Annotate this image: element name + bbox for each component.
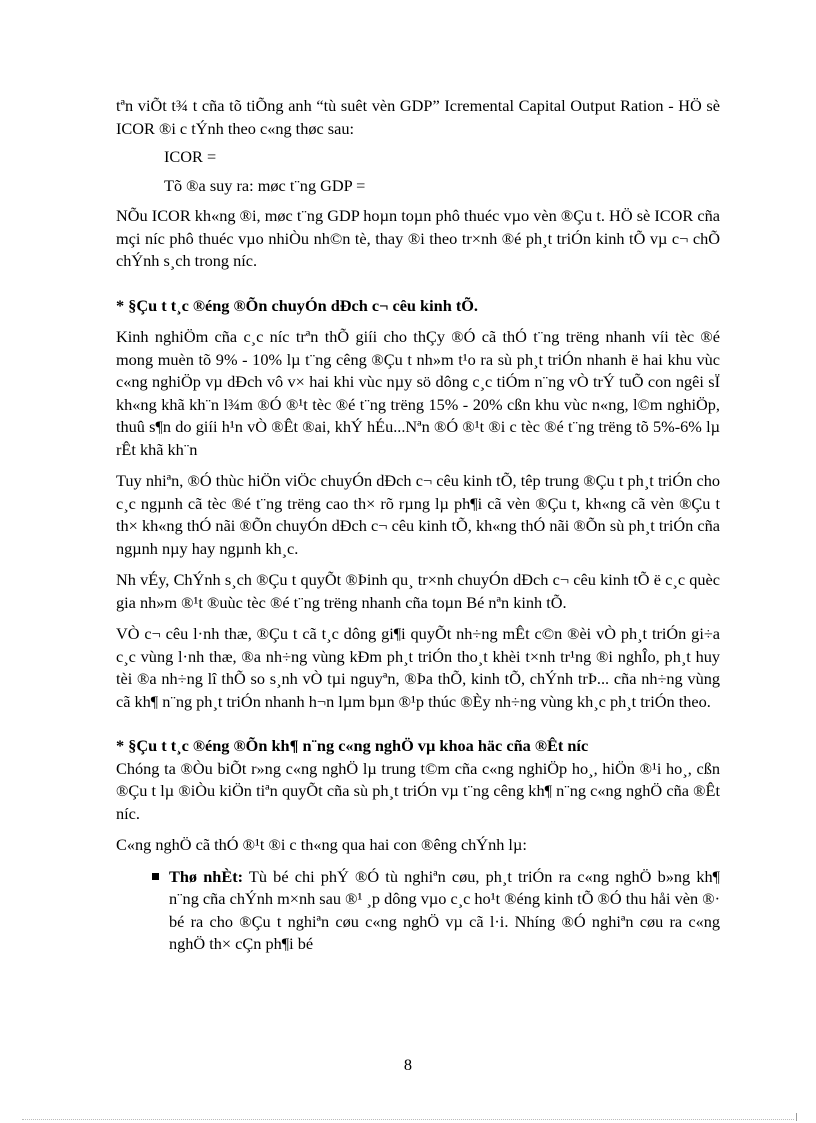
bullet-lead: Thø nhÈt: <box>169 866 244 886</box>
paragraph-icor-factors: NÕu ICOR kh«ng ®i, møc t¨ng GDP hoµn toµn phô thuéc vµo vèn ®Çu t. HÖ sè ICOR cña mçi níc phô thuéc vµo nhiÒu nh©n tè, thay ®i theo tr×nh ®é ph¸t triÓn kinh tÕ vµ c¬ chÕ chÝnh s¸ch trong níc. <box>116 206 720 270</box>
section-heading-structure: * §Çu t t¸c ®éng ®Õn chuyÓn dÐch c¬ cêu kinh tÕ. <box>116 295 478 315</box>
list-item <box>116 866 720 956</box>
section-heading-technology: * §Çu t t¸c ®éng ®Õn kh¶ n¨ng c«ng nghÖ vµ khoa häc cña ®Êt níc <box>116 736 589 755</box>
formula-gdp: Tõ ®a suy ra: møc t¨ng GDP = <box>164 175 366 195</box>
paragraph-policy: Nh vÉy, ChÝnh s¸ch ®Çu t quyÕt ®Þinh qu¸ tr×nh chuyÓn dÐch c¬ cêu kinh tÕ ë c¸c quèc gia nh»m ®¹t ®uùc tèc ®é t¨ng trëng nhanh cña toµn Bé nªn kinh tÕ. <box>116 570 720 612</box>
paragraph-however: Tuy nhiªn, ®Ó thùc hiÖn viÖc chuyÓn dÐch c¬ cêu kinh tÕ, têp trung ®Çu t ph¸t triÓn cho c¸c ngµnh cã tèc ®é t¨ng trëng cao th× rõ rµng lµ ph¶i cã vèn ®Çu t, kh«ng cã vèn ®Çu t th× kh«ng thÓ nãi ®Õn chuyÓn dÐch c¬ cêu kinh tÕ, kh«ng thÓ nãi ®Õn sù ph¸t triÓn cña ngµnh nµy hay ngµnh kh¸c. <box>116 471 720 558</box>
paragraph-icor-definition: tªn viÕt t¾ t cña tõ tiÕng anh “tù suêt vèn GDP” Icremental Capital Output Ration - HÖ sè ICOR ®i c tÝnh theo c«ng thøc sau: <box>116 96 720 138</box>
bullet-square-icon <box>152 873 159 880</box>
paragraph-two-ways: C«ng nghÖ cã thÓ ®¹t ®i c th«ng qua hai con ®êng chÝnh lµ: <box>116 835 527 854</box>
page-corner-mark <box>796 1113 797 1121</box>
page-bottom-divider <box>22 1119 794 1120</box>
document-page <box>116 95 720 956</box>
bullet-text: Tù bé chi phÝ ®Ó tù nghiªn cøu, ph¸t triÓn ra c«ng nghÖ b»ng kh¶ n¨ng cña chÝnh m×nh sau ®¹ ¸p dông vµo c¸c ho¹t ®éng kinh tÕ ®Ó thu håi vèn ®· bé ra cho ®Çu t nghiªn cøu c«ng nghÖ vµ cã l·i. Nhíng ®Ó nghiªn cøu ra c«ng nghÖ th× cÇn ph¶i bé <box>169 866 720 953</box>
paragraph-territory: VÒ c¬ cêu l·nh thæ, ®Çu t cã t¸c dông gi¶i quyÕt nh÷ng mÊt c©n ®èi vÒ ph¸t triÓn gi÷a c¸c vùng l·nh thæ, ®a nh÷ng vùng kÐm ph¸t triÓn tho¸t khèi t×nh tr¹ng ®i nghÎo, ph¸t huy tèi ®a nh÷ng lî thÕ so s¸nh vÒ tµi nguyªn, ®Þa thÕ, kinh tÕ, chÝnh trÞ... cña nh÷ng vùng cã kh¶ n¨ng ph¸t triÓn nhanh h¬n lµm bµn ®¹p thúc ®Èy nh÷ng vùng kh¸c ph¸t triÓn theo. <box>116 624 720 711</box>
paragraph-experience: Kinh nghiÖm cña c¸c níc trªn thÕ giíi cho thÇy ®Ó cã thÓ t¨ng trëng nhanh víi tèc ®é mong muèn tõ 9% - 10% lµ t¨ng cêng ®Çu t nh»m t¹o ra sù ph¸t triÓn nhanh ë hai khu vùc c«ng nghiÖp vµ dÐch vô v× hai khi vùc nµy sö dông c¸c tiÓm n¨ng vÒ trÝ tuÕ con ngêi sÏ kh«ng khã kh¨n l¾m ®Ó ®¹t tèc ®é t¨ng trëng 15% - 20% cßn khu vùc n«ng, l©m nghiÖp, thuû s¶n do giíi h¹n vÒ ®Êt ®ai, khÝ hÉu...Nªn ®Ó ®¹t ®i c tèc ®é t¨ng trëng tõ 5%-6% lµ rÊt khã kh¨n <box>116 327 720 459</box>
formula-icor: ICOR = <box>164 147 217 166</box>
page-number: 8 <box>403 1055 413 1074</box>
paragraph-technology: Chóng ta ®Òu biÕt r»ng c«ng nghÖ lµ trung t©m cña c«ng nghiÖp ho¸, hiÖn ®¹i ho¸, cßn ®Çu t lµ ®iÒu kiÖn tiªn quyÕt cña sù ph¸t triÓn vµ t¨ng cêng kh¶ n¨ng c«ng nghÖ cña ®Êt níc. <box>116 758 720 823</box>
